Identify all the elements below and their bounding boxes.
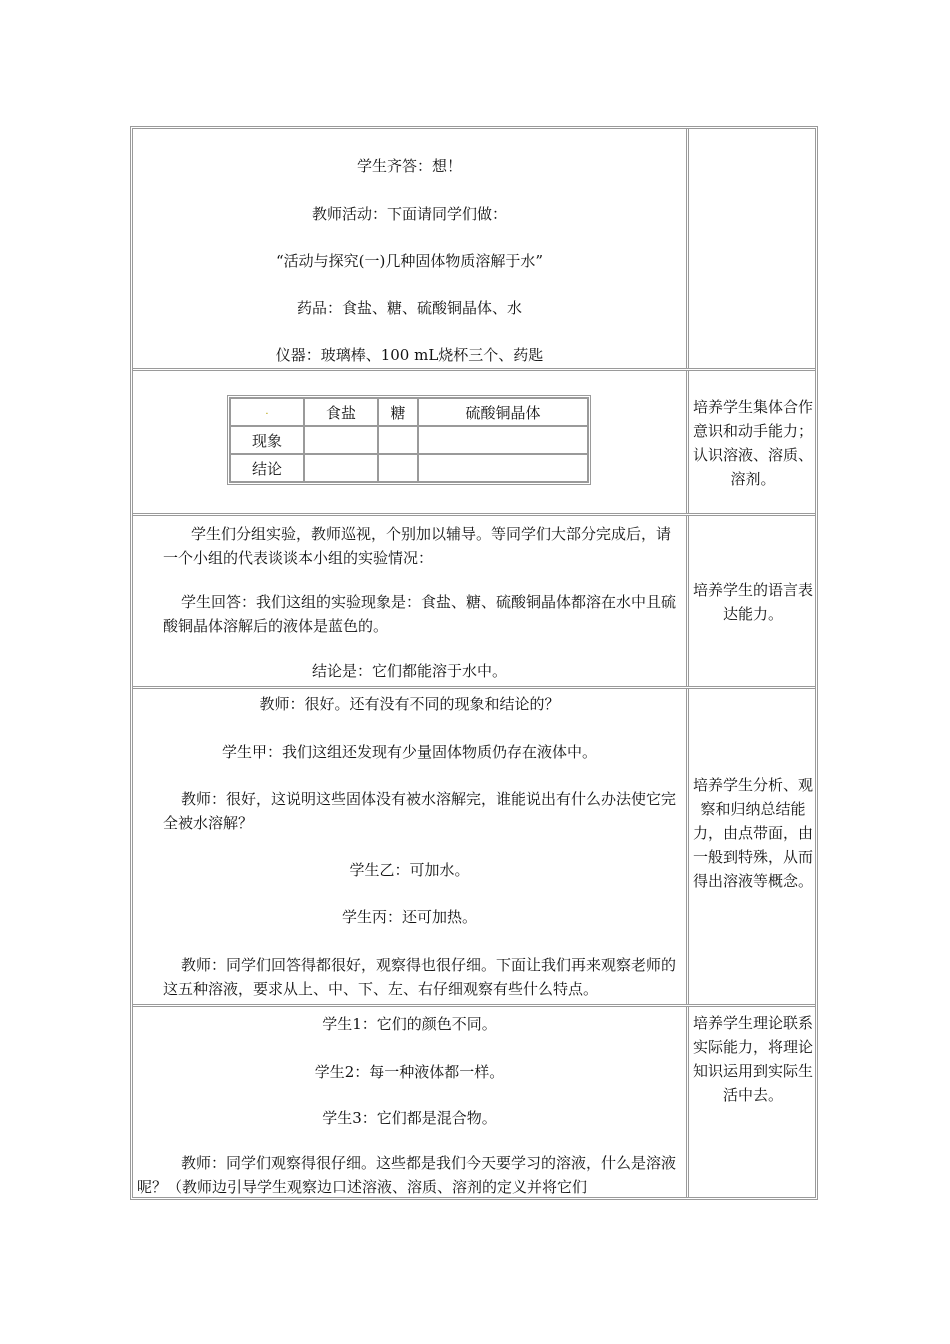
note-text: 培养学生分析、观察和归纳总结能力，由点带面，由一般到特殊，从而得出溶液等概念。 (693, 776, 814, 890)
table-cell (418, 426, 588, 454)
paragraph: 学生们分组实验，教师巡视，个别加以辅导。等同学们大部分完成后，请一个小组的代表谈谈本小组的实验情况： (163, 525, 672, 567)
note-cell (689, 516, 815, 686)
content-cell (133, 371, 689, 513)
table-cell (378, 426, 418, 454)
note-text: 培养学生理论联系实际能力，将理论知识运用到实际生活中去。 (693, 1014, 814, 1104)
content-cell (133, 129, 689, 368)
header-cell: · (230, 398, 304, 426)
table-cell (304, 426, 378, 454)
row-label: 结论 (230, 454, 304, 482)
content-cell (133, 1007, 689, 1197)
table-row (133, 689, 815, 1007)
text-line: 学生3：它们都是混合物。 (322, 1109, 497, 1127)
header-cell: 食盐 (304, 398, 378, 426)
note-cell (689, 1007, 815, 1197)
table-cell (378, 454, 418, 482)
text-line: 学生甲：我们这组还发现有少量固体物质仍存在液体中。 (221, 743, 597, 761)
text-line: 结论是：它们都能溶于水中。 (311, 662, 507, 680)
note-text: 培养学生的语言表达能力。 (693, 581, 814, 623)
note-text: 培养学生集体合作意识和动手能力；认识溶液、溶质、溶剂。 (693, 398, 814, 488)
header-cell: 硫酸铜晶体 (418, 398, 588, 426)
table-row (133, 1007, 815, 1197)
table-cell (418, 454, 588, 482)
table-cell (304, 454, 378, 482)
text-line: 教师活动：下面请同学们做： (311, 205, 507, 223)
text-line: 学生2：每一种液体都一样。 (314, 1063, 505, 1081)
experiment-table (227, 395, 591, 485)
table-row (133, 371, 815, 516)
paragraph: 教师：同学们回答得都很好，观察得也很仔细。下面让我们再来观察老师的这五种溶液，要求从上、中、下、左、右仔细观察有些什么特点。 (163, 956, 677, 998)
text-line: 学生1：它们的颜色不同。 (322, 1015, 497, 1033)
text-line: 学生乙：可加水。 (349, 861, 470, 879)
note-cell (689, 129, 815, 368)
content-cell (133, 516, 689, 686)
text-line: 教师：很好。还有没有不同的现象和结论的？ (259, 695, 560, 713)
content-cell (133, 689, 689, 1004)
text-line: “活动与探究(一)几种固体物质溶解于水” (275, 252, 544, 270)
text-line: 仪器：玻璃棒、100 mL烧杯三个、药匙 (275, 346, 544, 364)
note-cell (689, 371, 815, 513)
row-label: 现象 (230, 426, 304, 454)
lesson-plan-table (130, 126, 818, 1200)
paragraph: 学生回答：我们这组的实验现象是：食盐、糖、硫酸铜晶体都溶在水中且硫酸铜晶体溶解后的液体是蓝色的。 (163, 593, 677, 635)
table-row (133, 129, 815, 371)
text-line: 学生丙：还可加热。 (341, 908, 477, 926)
note-cell (689, 689, 815, 1004)
text-line: 药品：食盐、糖、硫酸铜晶体、水 (296, 299, 522, 317)
paragraph: 教师：很好，这说明这些固体没有被水溶解完，谁能说出有什么办法使它完全被水溶解？ (163, 790, 677, 832)
header-cell: 糖 (378, 398, 418, 426)
table-row (133, 516, 815, 689)
text-line: 学生齐答：想！ (356, 157, 462, 175)
paragraph: 教师：同学们观察得很仔细。这些都是我们今天要学习的溶液，什么是溶液呢？（教师边引导学生观察边口述溶液、溶质、溶剂的定义并将它们 (137, 1154, 677, 1196)
